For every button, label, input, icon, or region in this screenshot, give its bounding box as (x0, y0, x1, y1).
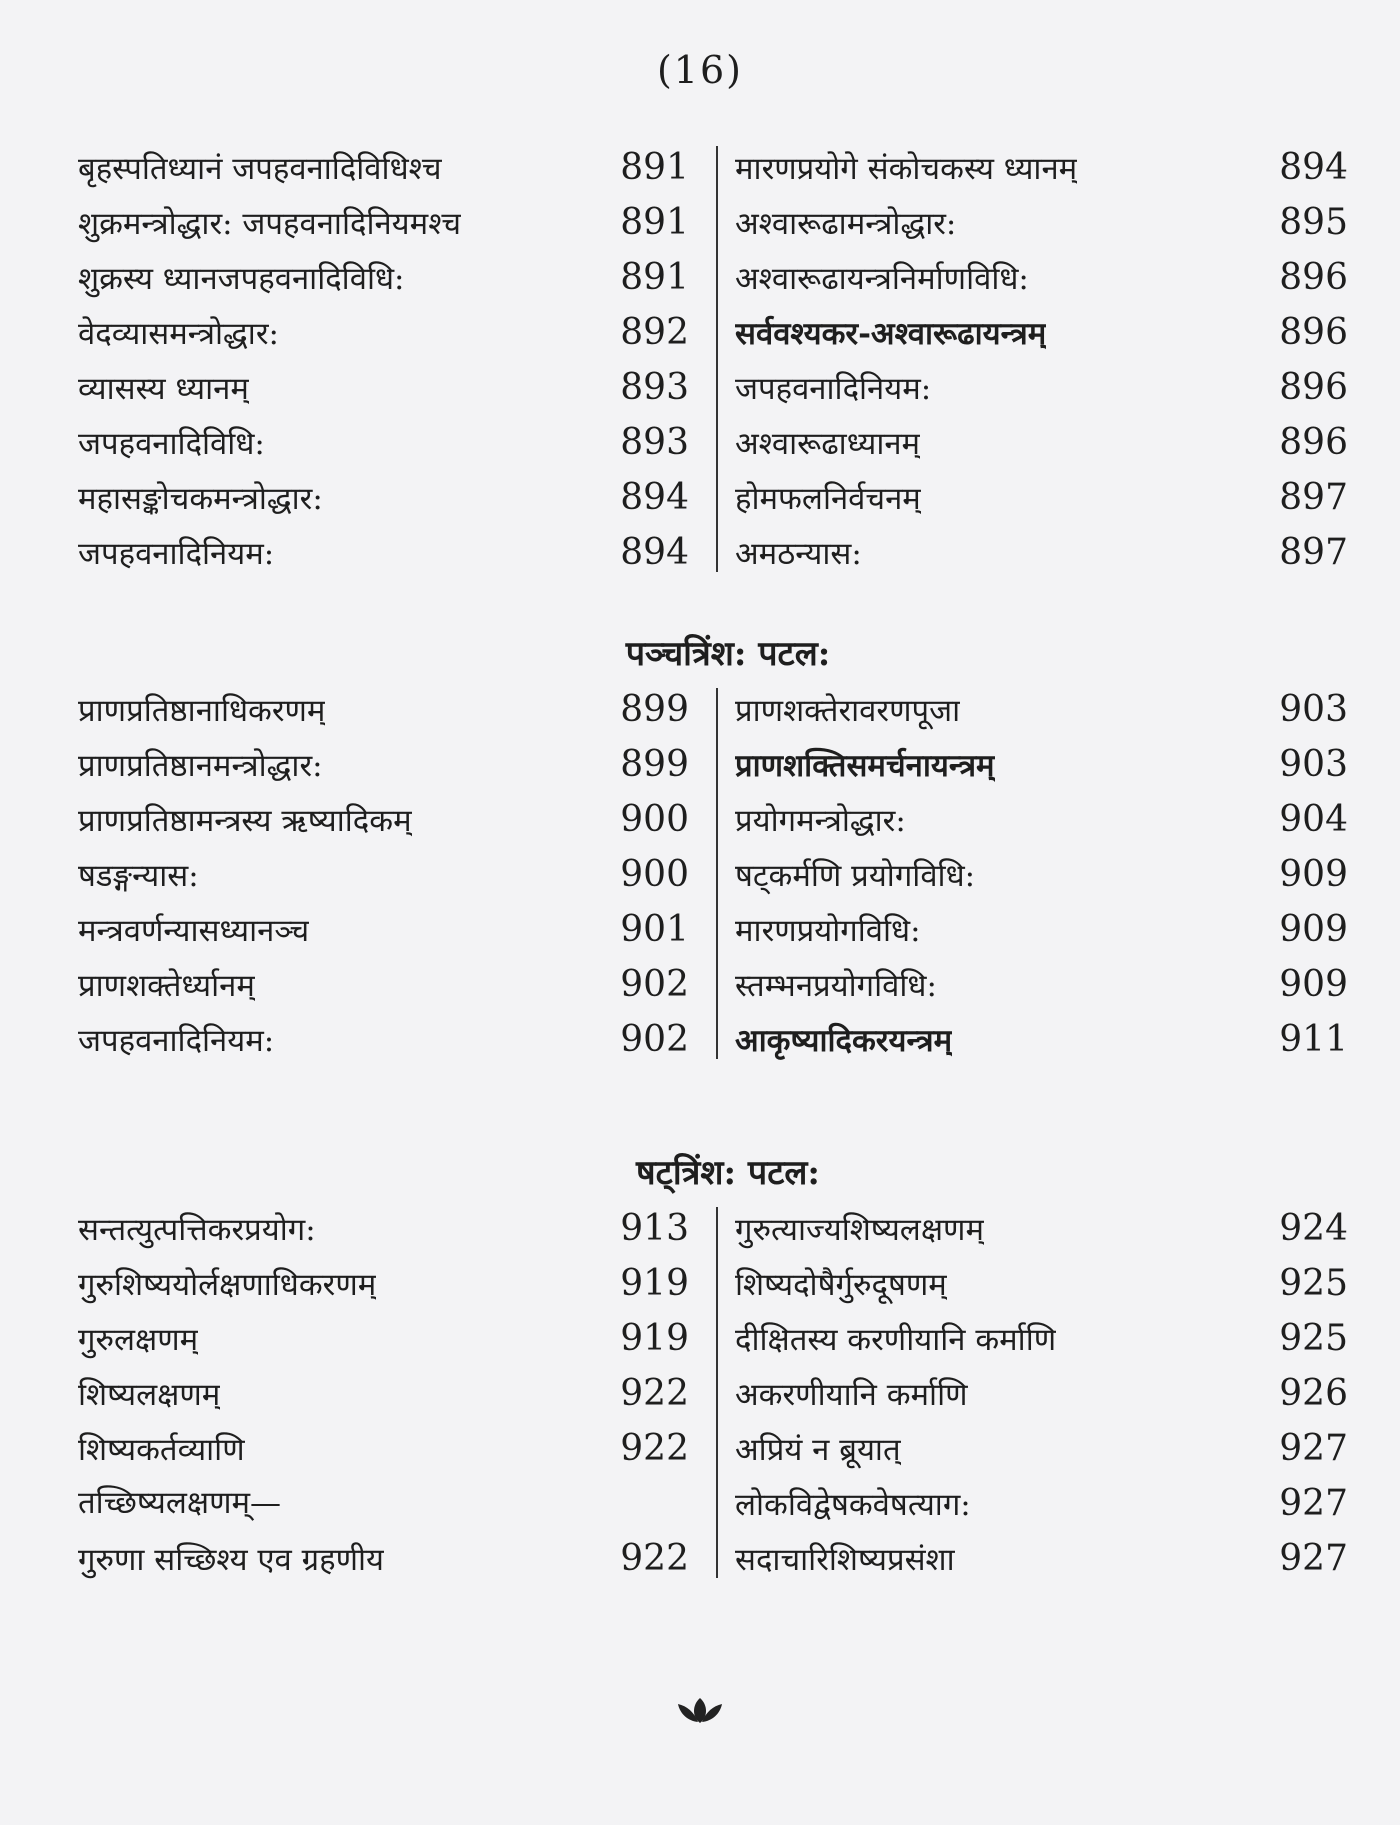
toc-entry (78, 1476, 689, 1531)
toc-entry (735, 682, 1348, 737)
toc-entry-title: सन्तत्युत्पत्तिकरप्रयोग: (78, 1212, 316, 1248)
toc-entry (735, 1366, 1348, 1421)
toc-entry-page: 896 (1279, 312, 1348, 353)
toc-entry-page: 894 (620, 532, 689, 573)
toc-entry (735, 1201, 1348, 1256)
toc-entry (78, 250, 689, 305)
toc-entry (78, 1366, 689, 1421)
toc-entry (735, 360, 1348, 415)
toc-entry-page: 896 (1279, 257, 1348, 298)
toc-entry-page: 922 (620, 1373, 689, 1414)
toc-entry-page: 911 (1279, 1019, 1348, 1060)
toc-entry-page: 903 (1279, 744, 1348, 785)
toc-entry (78, 1201, 689, 1256)
toc-entry (78, 957, 689, 1012)
toc-entry-title: अकरणीयानि कर्माणि (735, 1377, 968, 1413)
section-heading: षट्त्रिंश: पटल: (636, 1153, 820, 1193)
toc-entry-page: 927 (1279, 1428, 1348, 1469)
toc-entry-title: प्राणशक्तिसमर्चनायन्त्रम् (735, 748, 995, 784)
toc-entry-title: गुरुलक्षणम् (78, 1322, 199, 1358)
toc-entry (735, 1256, 1348, 1311)
toc-entry (735, 957, 1348, 1012)
toc-section (78, 140, 1348, 580)
toc-entry-page: 919 (620, 1263, 689, 1304)
toc-column-left (78, 140, 713, 580)
lotus-ornament-icon (0, 1695, 1400, 1729)
toc-entry-title: षट्कर्मणि प्रयोगविधि: (735, 858, 976, 894)
toc-section (78, 1145, 1348, 1586)
toc-entry (735, 525, 1348, 580)
toc-entry-page: 919 (620, 1318, 689, 1359)
toc-entry-title: सदाचारिशिष्यप्रसंशा (735, 1542, 955, 1578)
toc-entry-page: 892 (620, 312, 689, 353)
toc-entry-page: 891 (620, 257, 689, 298)
toc-entry-title: षडङ्गन्यास: (78, 858, 199, 894)
toc-entry-title: प्राणशक्तेरावरणपूजा (735, 693, 961, 729)
toc-entry-title: प्राणशक्तेर्ध्यानम् (78, 968, 255, 1004)
toc-entry (735, 195, 1348, 250)
toc-entry-page: 909 (1279, 964, 1348, 1005)
toc-entry (735, 415, 1348, 470)
toc-entry (78, 902, 689, 957)
toc-entry (735, 737, 1348, 792)
toc-entry (735, 1311, 1348, 1366)
toc-column-right (713, 682, 1348, 1067)
toc-entry-title: शिष्यलक्षणम् (78, 1377, 221, 1413)
toc-entry-page: 900 (620, 854, 689, 895)
toc-entry-page: 893 (620, 422, 689, 463)
toc-entry (735, 140, 1348, 195)
toc-entry-title: शुक्रस्य ध्यानजपहवनादिविधि: (78, 261, 405, 297)
toc-entry-page: 904 (1279, 799, 1348, 840)
toc-entry (78, 525, 689, 580)
toc-entry (735, 792, 1348, 847)
toc-entry-page: 897 (1279, 532, 1348, 573)
toc-entry-page: 899 (620, 689, 689, 730)
toc-column-right (713, 1201, 1348, 1586)
toc-entry-page: 925 (1279, 1263, 1348, 1304)
toc-entry-title: मारणप्रयोगे संकोचकस्य ध्यानम् (735, 151, 1078, 187)
column-divider (716, 1207, 718, 1578)
toc-entry-page: 902 (620, 1019, 689, 1060)
toc-entry (735, 305, 1348, 360)
toc-entry-page: 896 (1279, 367, 1348, 408)
toc-entry-page: 922 (620, 1538, 689, 1579)
toc-entry (78, 1256, 689, 1311)
toc-entry-title: तच्छिष्यलक्षणम्— (78, 1485, 282, 1521)
toc-entry-title: प्राणप्रतिष्ठानमन्त्रोद्धार: (78, 748, 323, 784)
toc-entry (78, 360, 689, 415)
toc-entry-page: 894 (620, 477, 689, 518)
toc-entry (735, 1476, 1348, 1531)
toc-entry-page: 902 (620, 964, 689, 1005)
toc-entry-title: स्तम्भनप्रयोगविधि: (735, 968, 937, 1004)
toc-entry-page: 927 (1279, 1483, 1348, 1524)
toc-entry (735, 250, 1348, 305)
toc-entry (78, 305, 689, 360)
toc-columns (78, 140, 1348, 580)
toc-entry-page: 893 (620, 367, 689, 408)
toc-entry-title: शिष्यकर्तव्याणि (78, 1432, 245, 1468)
toc-entry-title: महासङ्कोचकमन्त्रोद्धार: (78, 481, 323, 517)
toc-entry-title: जपहवनादिविधि: (78, 426, 265, 462)
toc-entry (78, 195, 689, 250)
toc-entry (735, 470, 1348, 525)
toc-entry-title: गुरुशिष्ययोर्लक्षणाधिकरणम् (78, 1267, 377, 1303)
toc-entry-page: 891 (620, 147, 689, 188)
toc-entry-title: मारणप्रयोगविधि: (735, 913, 921, 949)
toc-entry (78, 682, 689, 737)
toc-entry-title: अश्वारूढामन्त्रोद्धार: (735, 206, 957, 242)
toc-entry-page: 891 (620, 202, 689, 243)
toc-entry-title: आकृष्यादिकरयन्त्रम् (735, 1023, 953, 1059)
toc-entry-title: अप्रियं न ब्रूयात् (735, 1432, 901, 1468)
toc-entry-page: 901 (620, 909, 689, 950)
toc-entry-page: 913 (620, 1208, 689, 1249)
toc-entry (78, 847, 689, 902)
toc-entry-title: वेदव्यासमन्त्रोद्धार: (78, 316, 279, 352)
toc-entry-title: सर्ववश्यकर-अश्वारूढायन्त्रम् (735, 316, 1047, 352)
toc-columns (78, 682, 1348, 1067)
toc-entry (735, 1012, 1348, 1067)
toc-entry (78, 140, 689, 195)
toc-column-left (78, 682, 713, 1067)
toc-entry-title: अश्वारूढायन्त्रनिर्माणविधि: (735, 261, 1029, 297)
toc-entry-title: जपहवनादिनियम: (78, 1023, 275, 1059)
toc-entry-page: 909 (1279, 909, 1348, 950)
toc-entry (78, 415, 689, 470)
toc-entry-title: गुरुणा सच्छिश्य एव ग्रहणीय (78, 1542, 385, 1578)
toc-entry-title: दीक्षितस्य करणीयानि कर्माणि (735, 1322, 1057, 1358)
toc-entry (735, 902, 1348, 957)
toc-entry-page: 909 (1279, 854, 1348, 895)
toc-entry-title: बृहस्पतिध्यानं जपहवनादिविधिश्च (78, 151, 442, 187)
toc-entry-page: 922 (620, 1428, 689, 1469)
toc-entry-title: जपहवनादिनियम: (78, 536, 275, 572)
toc-section (78, 626, 1348, 1067)
toc-entry (78, 792, 689, 847)
toc-entry-title: व्यासस्य ध्यानम् (78, 371, 249, 407)
toc-entry (735, 1421, 1348, 1476)
toc-entry-title: मन्त्रवर्णन्यासध्यानञ्च (78, 913, 310, 949)
toc-entry-title: शुक्रमन्त्रोद्धार: जपहवनादिनियमश्च (78, 206, 462, 242)
toc-entry-title: होमफलनिर्वचनम् (735, 481, 921, 517)
toc-entry-page: 925 (1279, 1318, 1348, 1359)
toc-entry (78, 1311, 689, 1366)
toc-entry (735, 1531, 1348, 1586)
toc-entry (735, 847, 1348, 902)
toc-entry-page: 924 (1279, 1208, 1348, 1249)
toc-entry-title: प्रयोगमन्त्रोद्धार: (735, 803, 906, 839)
toc-entry-title: शिष्यदोषैर्गुरुदूषणम् (735, 1267, 947, 1303)
toc-entry (78, 1421, 689, 1476)
toc-entry-title: लोकविद्वेषकवेषत्याग: (735, 1487, 971, 1523)
toc-entry-title: अमठन्यास: (735, 536, 862, 572)
toc-entry-title: गुरुत्याज्यशिष्यलक्षणम् (735, 1212, 984, 1248)
toc-entry-page: 903 (1279, 689, 1348, 730)
toc-entry-page: 899 (620, 744, 689, 785)
toc-entry (78, 470, 689, 525)
toc-entry-title: प्राणप्रतिष्ठामन्त्रस्य ऋष्यादिकम् (78, 803, 412, 839)
toc-entry-page: 896 (1279, 422, 1348, 463)
column-divider (716, 146, 718, 572)
toc-entry (78, 1012, 689, 1067)
toc-entry-page: 926 (1279, 1373, 1348, 1414)
toc-column-left (78, 1201, 713, 1586)
toc-entry (78, 1531, 689, 1586)
toc-entry-title: प्राणप्रतिष्ठानाधिकरणम् (78, 693, 326, 729)
toc-entry-page: 900 (620, 799, 689, 840)
column-divider (716, 688, 718, 1059)
toc-column-right (713, 140, 1348, 580)
page-number: (16) (656, 48, 743, 92)
toc-entry-page: 894 (1279, 147, 1348, 188)
toc-entry-title: अश्वारूढाध्यानम् (735, 426, 921, 462)
toc-entry-page: 927 (1279, 1538, 1348, 1579)
toc-entry-page: 895 (1279, 202, 1348, 243)
toc-entry-page: 897 (1279, 477, 1348, 518)
section-heading: पञ्चत्रिंश: पटल: (625, 634, 831, 674)
toc-entry-title: जपहवनादिनियम: (735, 371, 932, 407)
toc-entry (78, 737, 689, 792)
toc-columns (78, 1201, 1348, 1586)
